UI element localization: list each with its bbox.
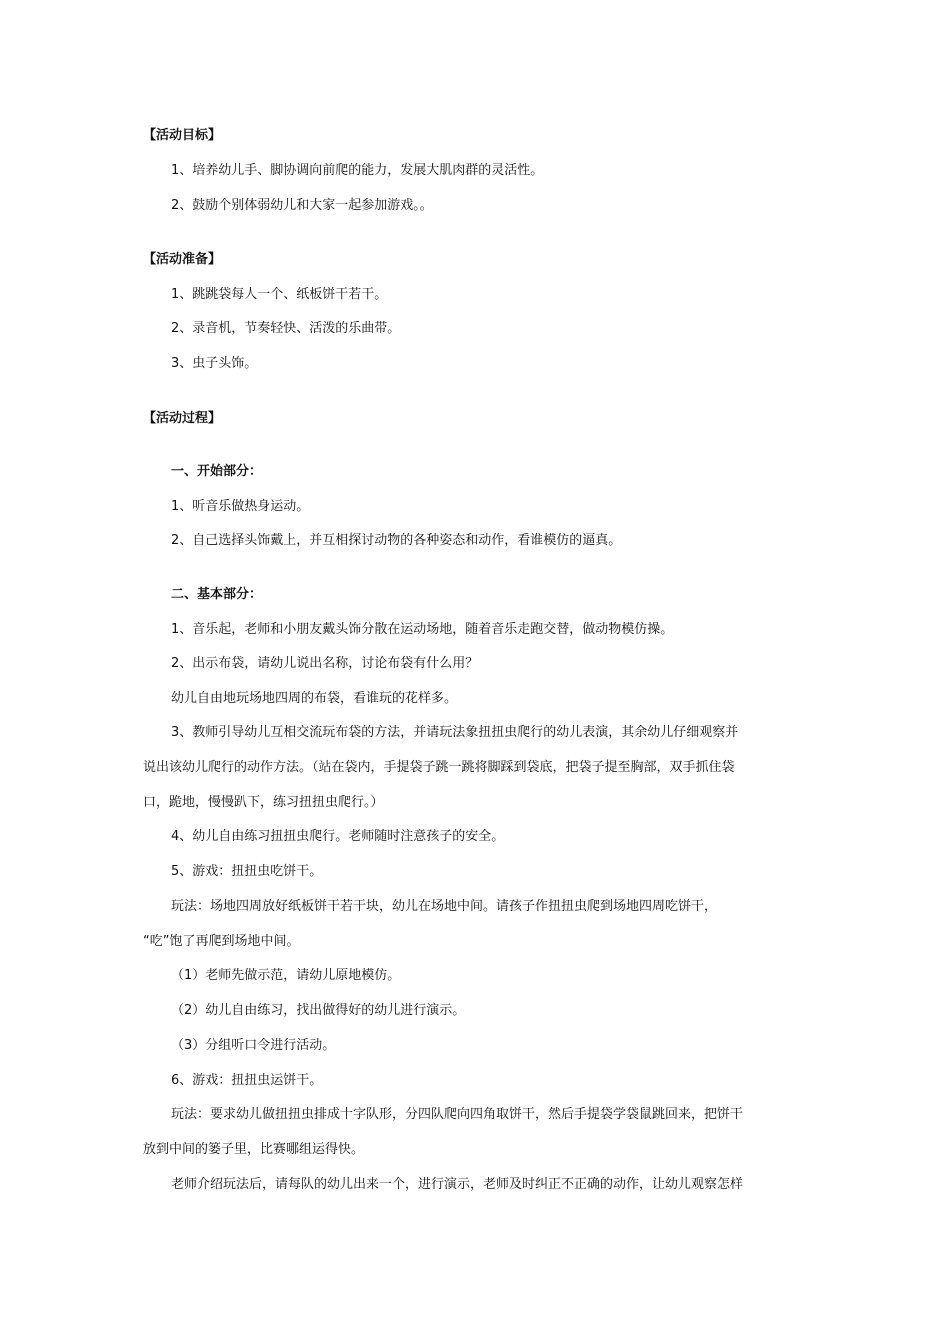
part2-line: 3、教师引导幼儿互相交流玩布袋的方法，并请玩法象扭扭虫爬行的幼儿表演，其余幼儿仔细观察并: [171, 725, 739, 740]
part2-line: 玩法：要求幼儿做扭扭虫排成十字队形，分四队爬向四角取饼干，然后手提袋学袋鼠跳回来，把饼干: [171, 1107, 744, 1122]
goals-item-1: 1、培养幼儿手、脚协调向前爬的能力，发展大肌肉群的灵活性。: [171, 163, 544, 178]
part2-line: 老师介绍玩法后，请每队的幼儿出来一个，进行演示，老师及时纠正不正确的动作，让幼儿观察怎样: [171, 1177, 744, 1192]
part2-line: 放到中间的篓子里，比赛哪组运得快。: [143, 1142, 365, 1157]
part2-line: 5、游戏：扭扭虫吃饼干。: [171, 864, 323, 879]
prep-item-2: 2、录音机，节奏轻快、活泼的乐曲带。: [171, 321, 401, 336]
part2-line: 玩法：场地四周放好纸板饼干若干块，幼儿在场地中间。请孩子作扭扭虫爬到场地四周吃饼干，: [171, 899, 718, 914]
part2-line: 4、幼儿自由练习扭扭虫爬行。老师随时注意孩子的安全。: [171, 829, 505, 844]
part2-line: （1）老师先做示范，请幼儿原地模仿。: [171, 968, 401, 983]
part2-line: 幼儿自由地玩场地四周的布袋，看谁玩的花样多。: [171, 691, 458, 706]
process-heading: 【活动过程】: [143, 411, 222, 426]
part2-line: 1、音乐起，老师和小朋友戴头饰分散在运动场地，随着音乐走跑交替，做动物模仿操。: [171, 622, 674, 637]
goals-heading: 【活动目标】: [143, 128, 222, 143]
part2-heading: 二、基本部分：: [171, 587, 263, 602]
part2-line: 2、出示布袋，请幼儿说出名称，讨论布袋有什么用？: [171, 656, 479, 671]
part2-line: （3）分组听口令进行活动。: [171, 1038, 336, 1053]
part2-line: 口，跪地，慢慢趴下，练习扭扭虫爬行。）: [143, 795, 384, 810]
part1-item-1: 1、听音乐做热身运动。: [171, 499, 310, 514]
part2-line: 说出该幼儿爬行的动作方法。（站在袋内，手提袋子跳一跳将脚踩到袋底，把袋子提至胸部，双手抓住袋: [143, 760, 735, 775]
part1-item-2: 2、自己选择头饰戴上，并互相探讨动物的各种姿态和动作，看谁模仿的逼真。: [171, 533, 622, 548]
part2-line: 6、游戏：扭扭虫运饼干。: [171, 1073, 323, 1088]
part2-line: “吃”饱了再爬到场地中间。: [143, 934, 300, 949]
prep-item-1: 1、跳跳袋每人一个、纸板饼干若干。: [171, 287, 388, 302]
prep-heading: 【活动准备】: [143, 252, 222, 267]
prep-item-3: 3、虫子头饰。: [171, 356, 258, 371]
goals-item-2: 2、鼓励个别体弱幼儿和大家一起参加游戏。。: [171, 198, 433, 213]
part1-heading: 一、开始部分：: [171, 464, 263, 479]
part2-line: （2）幼儿自由练习，找出做得好的幼儿进行演示。: [171, 1003, 466, 1018]
